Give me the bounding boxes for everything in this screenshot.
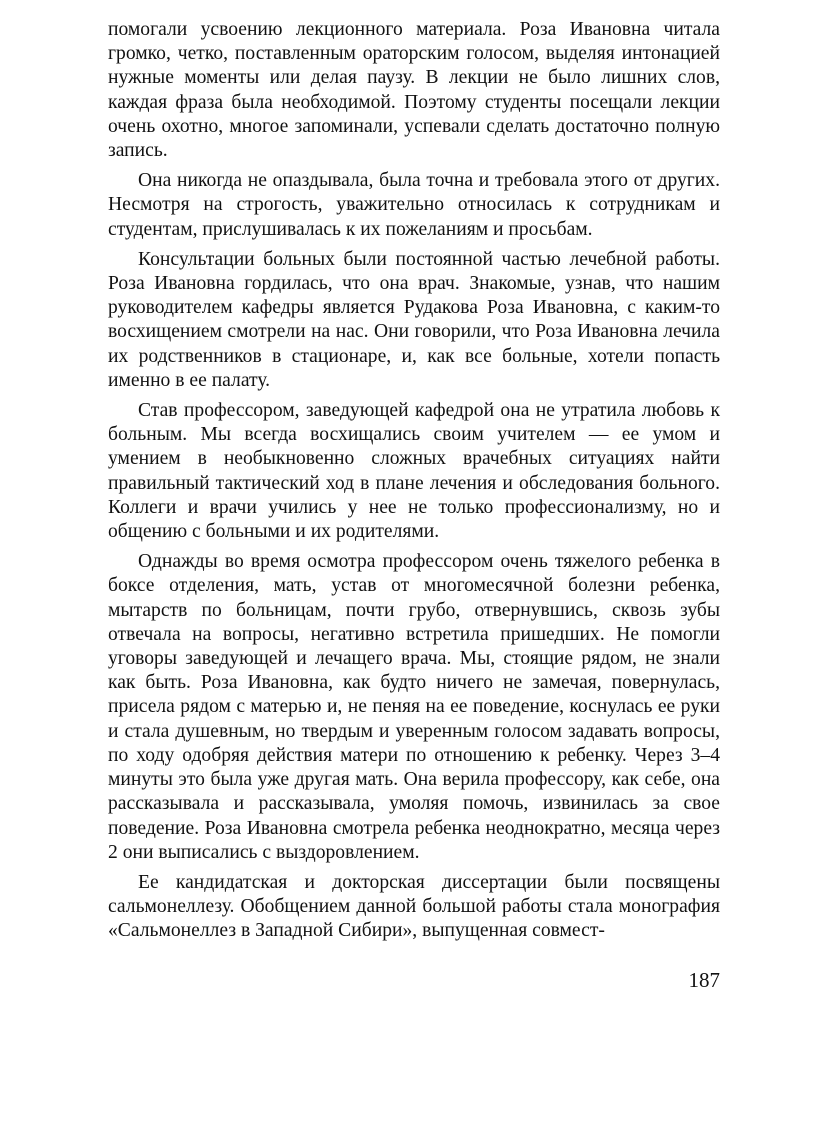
paragraph-examination-story: Однажды во время осмотра профессором очень тяжелого ребенка в боксе отделения, мать, устав от многомесячной болезни ребенка, мытарств по больницам, почти грубо, отвернувшись, сквозь зубы отвечала на вопросы, негативно встретила пришедших. Не помогли уговоры заведующей и лечащего врача. Мы, стоящие рядом, не знали как быть. Роза Ивановна, как будто ничего не замечая, повернулась, присела рядом с матерью и, не пеняя на ее поведение, коснулась ее руки и стала душевным, но твердым и уверенным голосом задавать вопросы, по ходу одобряя действия матери по отношению к ребенку. Через 3–4 минуты это была уже другая мать. Она верила профессору, как себе, она рассказывала и рассказывала, умоляя помочь, извинилась за свое поведение. Роза Ивановна смотрела ребенка неоднократно, месяца через 2 они выписались с выздоровлением. (108, 551, 720, 863)
paragraph-lecture-style: помогали усвоению лекционного материала. Роза Ивановна читала громко, четко, поставленным ораторским голосом, выделяя интонацией нужные моменты или делая паузу. В лекции не было лишних слов, каждая фраза была необходимой. Поэтому студенты посещали лекции очень охотно, многое запоминали, успевали сделать достаточно полную запись. (108, 19, 720, 162)
paragraph-consultations: Консультации больных были постоянной частью лечебной работы. Роза Ивановна гордилась, что она врач. Знакомые, узнав, что нашим руководителем кафедры является Рудакова Роза Ивановна, с каким-то восхищением смотрели на нас. Они говорили, что Роза Ивановна лечила их родственников в стационаре, и, как все больные, хотели попасть именно в ее палату. (108, 248, 720, 391)
page-number: 187 (688, 968, 720, 992)
book-page (108, 18, 720, 944)
paragraph-professor: Став профессором, заведующей кафедрой она не утратила любовь к больным. Мы всегда восхищались своим учителем — ее умом и умением в необыкновенно сложных врачебных ситуациях найти правильный тактический ход в плане лечения и обследования больного. Коллеги и врачи учились у нее не только профессионализму, но и общению с больными и их родителями. (108, 400, 720, 543)
paragraph-punctuality: Она никогда не опаздывала, была точна и требовала этого от других. Несмотря на строгость, уважительно относилась к сотрудникам и студентам, прислушивалась к их пожеланиям и просьбам. (108, 170, 720, 240)
page-text (108, 18, 720, 944)
paragraph-dissertations: Ее кандидатская и докторская диссертации были посвящены сальмонеллезу. Обобщением данной большой работы стала монография «Сальмонеллез в Западной Сибири», выпущенная совмест- (108, 871, 720, 942)
